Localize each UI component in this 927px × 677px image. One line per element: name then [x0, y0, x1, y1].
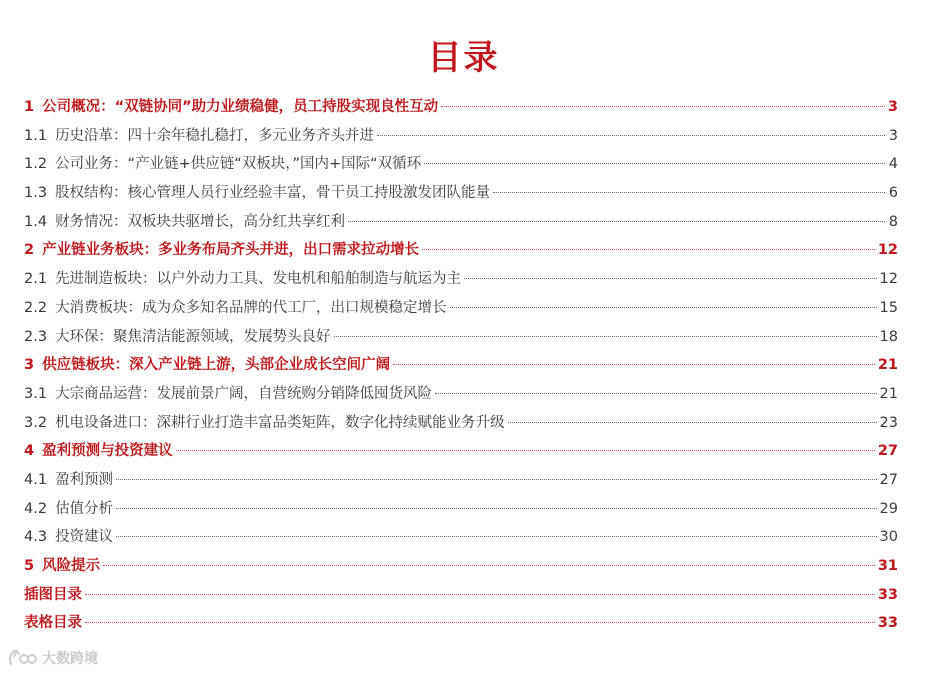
- toc-entry-page-number: 21: [879, 385, 898, 402]
- toc-entry-page-number: 23: [879, 414, 898, 431]
- dot-leader: [85, 594, 875, 595]
- table-of-contents: [24, 93, 898, 638]
- toc-entry-title: 公司概况：“双链协同”助力业绩稳健，员工持股实现良性互动: [42, 99, 439, 115]
- dot-leader: [393, 364, 875, 365]
- toc-entry-section[interactable]: [24, 150, 898, 179]
- toc-entry-section[interactable]: [24, 380, 898, 409]
- toc-entry-chapter[interactable]: [24, 581, 898, 610]
- brand-logo-icon: [8, 647, 38, 669]
- toc-entry-page-number: 29: [879, 500, 898, 517]
- toc-entry-number: 1.1: [24, 127, 48, 144]
- toc-entry-page-number: 12: [877, 242, 898, 259]
- dot-leader: [103, 565, 875, 566]
- toc-entry-number: 4.2: [24, 500, 48, 517]
- toc-entry-number: 2.2: [24, 299, 48, 316]
- toc-entry-section[interactable]: [24, 122, 898, 151]
- toc-entry-page-number: 12: [879, 271, 898, 288]
- toc-entry-number: 1.3: [24, 185, 48, 202]
- toc-entry-section[interactable]: [24, 495, 898, 524]
- toc-entry-title: 风险提示: [42, 558, 101, 574]
- dot-leader: [176, 450, 875, 451]
- toc-entry-page-number: 3: [888, 127, 898, 144]
- toc-entry-title: 供应链板块：深入产业链上游，头部企业成长空间广阔: [42, 357, 391, 374]
- toc-entry-title: 股权结构：核心管理人员行业经验丰富，骨干员工持股激发团队能量: [55, 185, 491, 202]
- toc-entry-title: 大宗商品运营：发展前景广阔，自营统购分销降低囤货风险: [55, 385, 433, 402]
- toc-entry-title: 产业链业务板块：多业务布局齐头并进，出口需求拉动增长: [42, 242, 420, 259]
- toc-entry-title: 插图目录: [24, 586, 82, 603]
- toc-entry-number: 4: [24, 443, 35, 460]
- toc-entry-section[interactable]: [24, 179, 898, 208]
- toc-entry-section[interactable]: [24, 208, 898, 237]
- dot-leader: [464, 278, 876, 279]
- toc-entry-title: 公司业务：“产业链+供应链“双板块，”国内+国际“双循环: [55, 156, 422, 173]
- toc-entry-number: 5: [24, 558, 35, 574]
- toc-entry-page-number: 31: [877, 558, 898, 574]
- toc-entry-chapter[interactable]: [24, 609, 898, 638]
- toc-entry-title: 估值分析: [55, 500, 114, 517]
- toc-entry-page-number: 6: [888, 185, 898, 202]
- toc-entry-page-number: 8: [888, 213, 898, 230]
- toc-entry-number: 3: [24, 357, 35, 374]
- dot-leader: [424, 163, 885, 164]
- toc-entry-page-number: 33: [877, 615, 898, 632]
- toc-entry-section[interactable]: [24, 294, 898, 323]
- toc-entry-chapter[interactable]: [24, 236, 898, 265]
- toc-entry-page-number: 4: [888, 156, 898, 173]
- toc-entry-number: 3.2: [24, 414, 48, 431]
- toc-entry-number: 4.1: [24, 471, 48, 488]
- dot-leader: [435, 393, 876, 394]
- page-title: 目录: [427, 38, 500, 78]
- toc-entry-chapter[interactable]: [24, 351, 898, 380]
- toc-entry-number: 3.1: [24, 385, 48, 402]
- toc-entry-section[interactable]: [24, 409, 898, 438]
- toc-entry-title: 盈利预测与投资建议: [42, 443, 173, 460]
- toc-entry-title: 先进制造板块：以户外动力工具、发电机和船舶制造与航运为主: [55, 271, 462, 288]
- toc-entry-number: 2: [24, 242, 35, 259]
- toc-entry-number: 1.4: [24, 213, 48, 230]
- dot-leader: [116, 479, 876, 480]
- toc-entry-section[interactable]: [24, 265, 898, 294]
- watermark-text: 大数跨境: [42, 651, 98, 667]
- toc-entry-section[interactable]: [24, 523, 898, 552]
- dot-leader: [116, 508, 876, 509]
- toc-entry-title: 历史沿革：四十余年稳扎稳打，多元业务齐头并进: [55, 127, 375, 144]
- toc-entry-page-number: 18: [879, 328, 898, 345]
- toc-entry-page-number: 15: [879, 299, 898, 316]
- toc-entry-number: 4.3: [24, 529, 48, 546]
- toc-entry-number: 1.2: [24, 156, 48, 173]
- toc-entry-number: 1: [24, 99, 35, 115]
- dot-leader: [85, 622, 875, 623]
- toc-entry-title: 机电设备进口：深耕行业打造丰富品类矩阵，数字化持续赋能业务升级: [55, 414, 505, 431]
- toc-entry-page-number: 27: [879, 471, 898, 488]
- toc-entry-page-number: 27: [877, 443, 898, 460]
- toc-entry-page-number: 33: [877, 586, 898, 603]
- toc-entry-title: 投资建议: [55, 529, 114, 546]
- dot-leader: [441, 106, 885, 107]
- dot-leader: [422, 249, 875, 250]
- toc-entry-number: 2.1: [24, 271, 48, 288]
- toc-entry-page-number: 3: [887, 99, 898, 115]
- toc-entry-chapter[interactable]: [24, 437, 898, 466]
- dot-leader: [450, 307, 877, 308]
- dot-leader: [116, 536, 876, 537]
- toc-entry-title: 盈利预测: [55, 471, 114, 488]
- toc-entry-title: 财务情况：双板块共驱增长，高分红共享红利: [55, 213, 346, 230]
- toc-entry-title: 大环保：聚焦清洁能源领域，发展势头良好: [55, 328, 331, 345]
- dot-leader: [377, 135, 885, 136]
- dot-leader: [493, 192, 885, 193]
- toc-entry-page-number: 21: [877, 357, 898, 374]
- toc-entry-title: 大消费板块：成为众多知名品牌的代工厂，出口规模稳定增长: [55, 299, 447, 316]
- toc-entry-chapter[interactable]: [24, 552, 898, 581]
- toc-entry-number: 2.3: [24, 328, 48, 345]
- dot-leader: [508, 422, 877, 423]
- watermark: [8, 647, 98, 669]
- dot-leader: [334, 336, 877, 337]
- toc-entry-section[interactable]: [24, 466, 898, 495]
- toc-entry-chapter[interactable]: [24, 93, 898, 122]
- toc-entry-section[interactable]: [24, 323, 898, 352]
- toc-entry-title: 表格目录: [24, 615, 82, 632]
- dot-leader: [348, 221, 885, 222]
- toc-entry-page-number: 30: [879, 529, 898, 546]
